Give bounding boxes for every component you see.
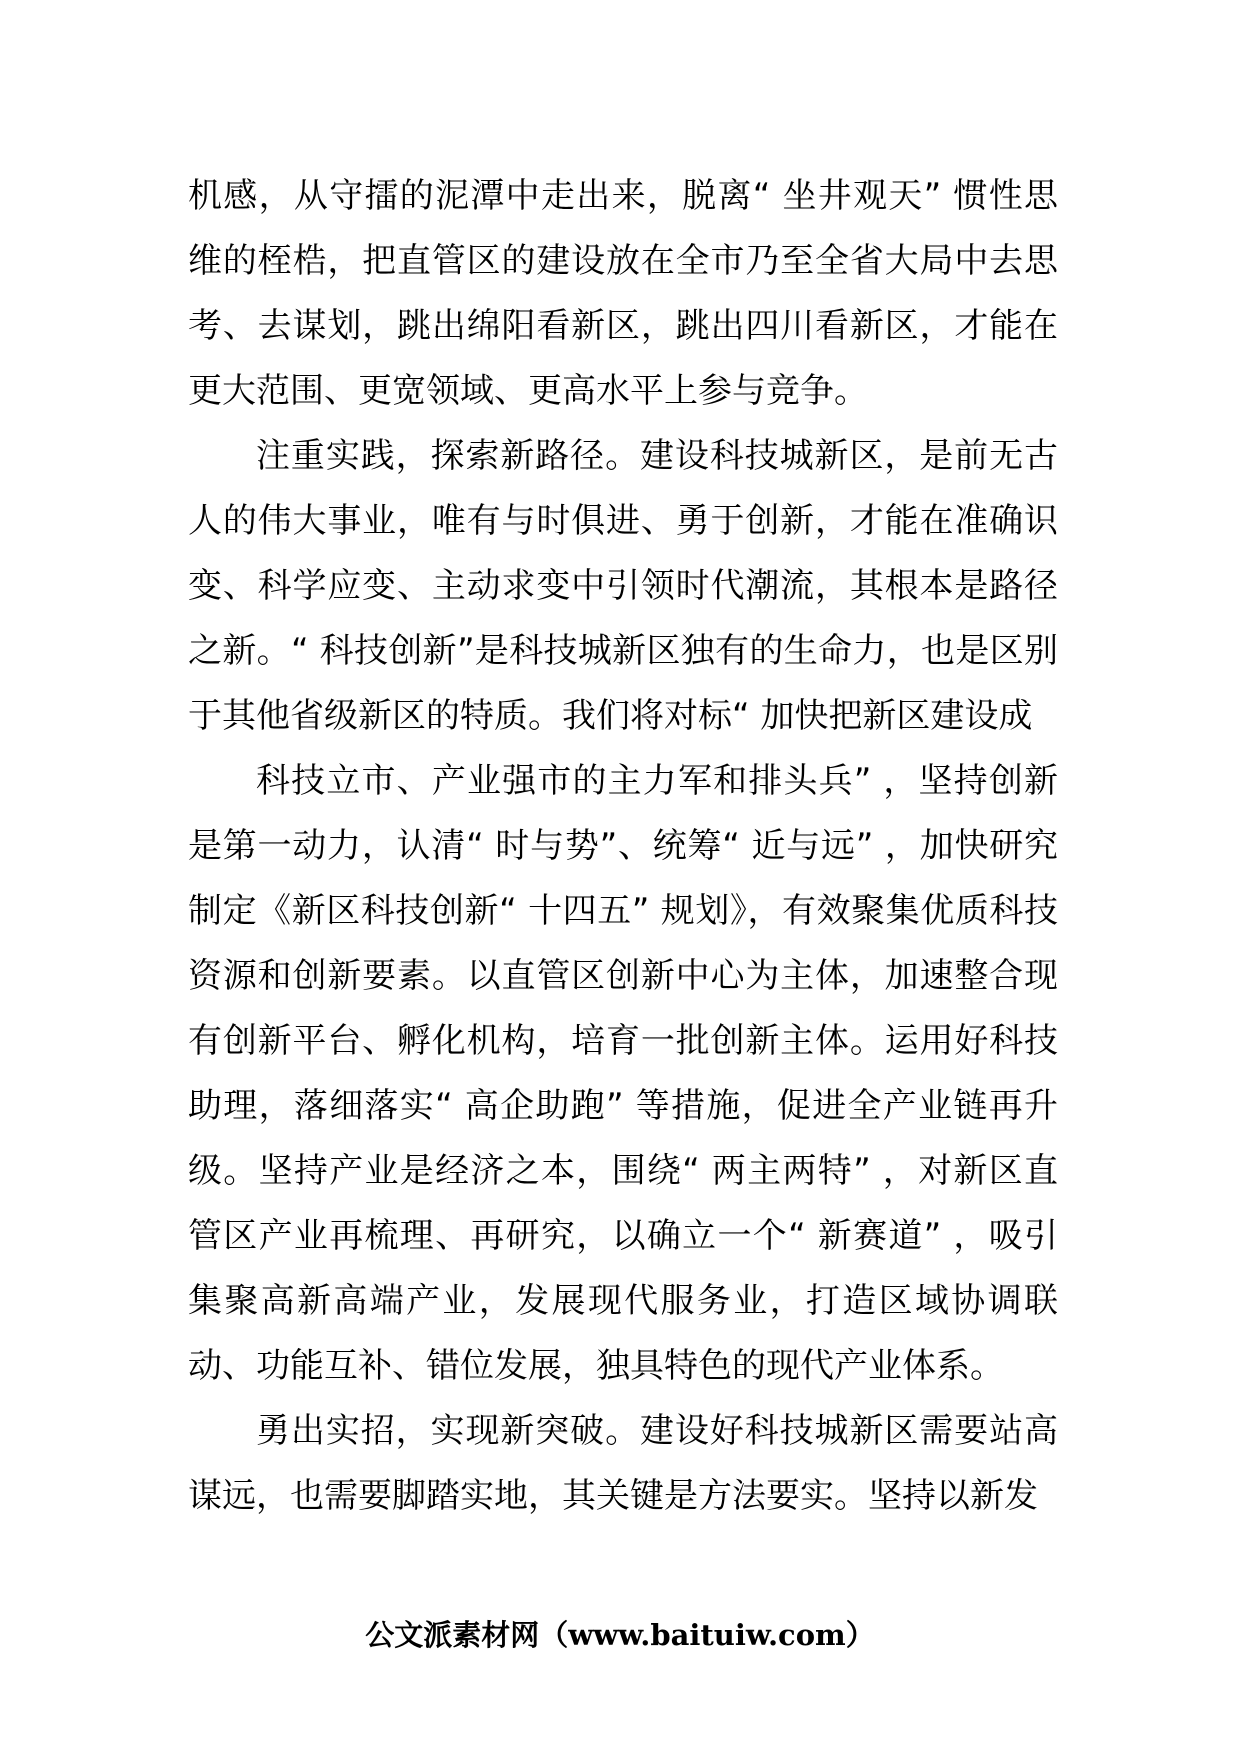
- paragraph-1: 机感，从守擂的泥潭中走出来，脱离“ 坐井观天” 惯性思维的桎梏，把直管区的建设放在全市乃至全省大局中去思考、去谋划，跳出绵阳看新区，跳出四川看新区，才能在更大范围、更宽领域、更高水平上参与竞争。: [188, 176, 1058, 411]
- paragraph-3: 科技立市、产业强市的主力军和排头兵” ，坚持创新是第一动力，认清“ 时与势”、统筹“ 近与远” ，加快研究制定《新区科技创新“ 十四五” 规划》，有效聚集优质科技资源和创新要素。以直管区创新中心为主体，加速整合现有创新平台、孵化机构，培育一批创新主体。运用好科技助理，落细落实“ 高企助跑” 等措施，促进全产业链再升级。坚持产业是经济之本，围绕“ 两主两特” ，对新区直管区产业再梳理、再研究，以确立一个“ 新赛道” ，吸引集聚高新高端产业，发展现代服务业，打造区域协调联动、功能互补、错位发展，独具特色的现代产业体系。: [188, 761, 1058, 1386]
- footer-watermark: 公文派素材网（www.baituiw.com）: [365, 1618, 875, 1652]
- document-body: [188, 164, 1058, 1529]
- paragraph-2: 注重实践，探索新路径。建设科技城新区，是前无古人的伟大事业，唯有与时俱进、勇于创新，才能在准确识变、科学应变、主动求变中引领时代潮流，其根本是路径之新。“ 科技创新”是科技城新区独有的生命力，也是区别于其他省级新区的特质。我们将对标“ 加快把新区建设成: [188, 436, 1058, 736]
- paragraph-4: 勇出实招，实现新突破。建设好科技城新区需要站高谋远，也需要脚踏实地，其关键是方法要实。坚持以新发: [188, 1411, 1058, 1516]
